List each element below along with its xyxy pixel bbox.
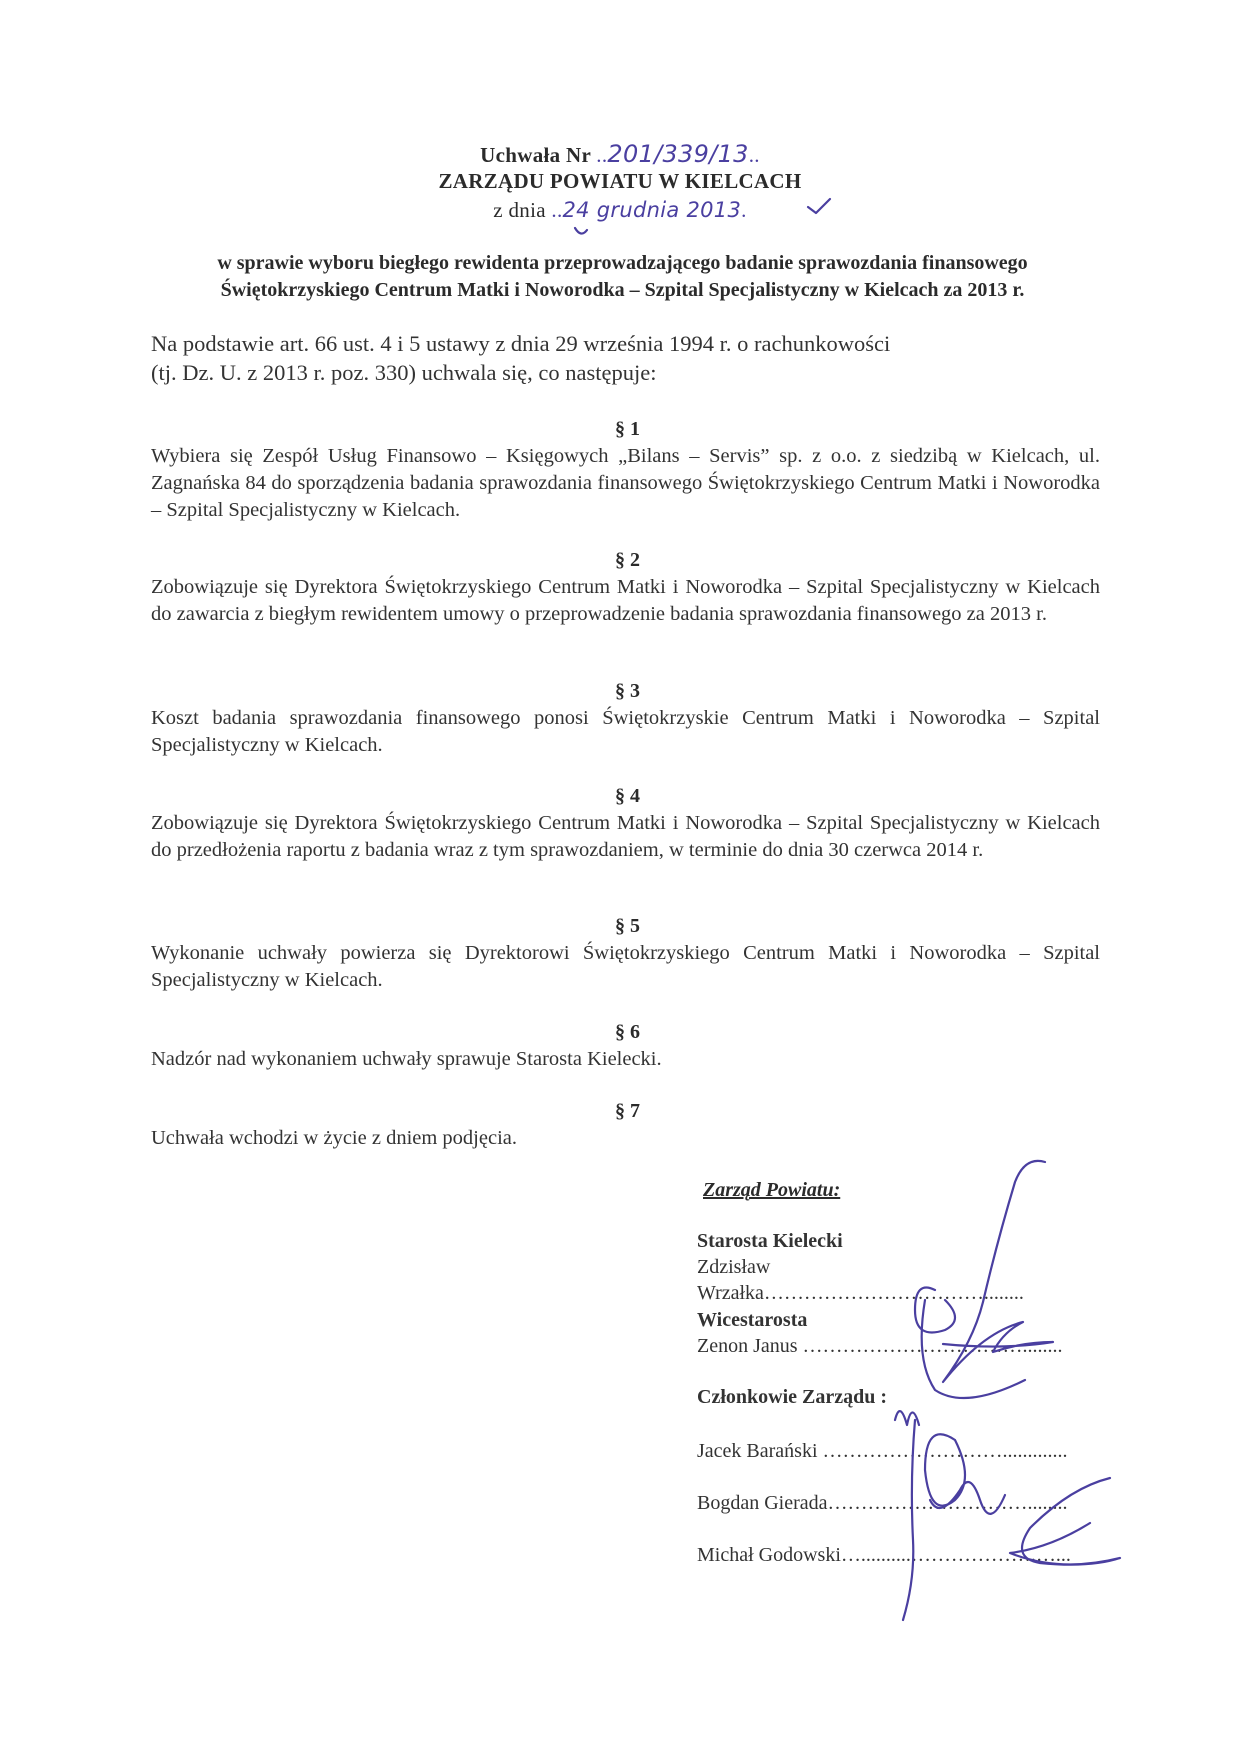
resolution-date-value: 24 grudnia 2013 bbox=[562, 198, 742, 222]
wicestarosta-name: Zenon Janus ……………………………........ bbox=[697, 1335, 1063, 1357]
section-1-text: Wybiera się Zespół Usług Finansowo – Księgowych „Bilans – Servis” sp. z o.o. z siedzibą w Kielcach, ul. Zagnańska 84 do sporządzenia badania sprawozdania finansowego Świętokrzyskiego Centrum Matki i Noworodka – Szpital Specjalistyczny w Kielcach. bbox=[151, 445, 1100, 521]
board-name: ZARZĄDU POWIATU W KIELCACH bbox=[438, 169, 802, 193]
section-1-title: § 1 bbox=[615, 418, 640, 440]
resolution-label: Uchwała Nr bbox=[480, 143, 591, 167]
member-1-name: Jacek Barański ………………………............. bbox=[697, 1440, 1068, 1462]
wicestarosta-role: Wicestarosta bbox=[697, 1309, 808, 1331]
section-5-text: Wykonanie uchwały powierza się Dyrektorowi Świętokrzyskiego Centrum Matki i Noworodka – Szpital Specjalistyczny w Kielcach. bbox=[151, 942, 1100, 991]
resolution-number-value: 201/339/13 bbox=[607, 140, 749, 168]
member-3-name: Michał Godowski…..........……………….…... bbox=[697, 1544, 1071, 1566]
section-7-text: Uchwała wchodzi w życie z dniem podjęcia. bbox=[151, 1127, 517, 1149]
section-3-text: Koszt badania sprawozdania finansowego ponosi Świętokrzyskie Centrum Matki i Noworodka – Szpital Specjalistyczny w Kielcach. bbox=[151, 707, 1100, 756]
signature-block-members bbox=[697, 1384, 1097, 1410]
resolution-date-line bbox=[0, 198, 1240, 223]
board-signature-title: Zarząd Powiatu: bbox=[703, 1179, 841, 1201]
resolution-number: ..201/339/13.. bbox=[596, 140, 760, 168]
section-3-title: § 3 bbox=[615, 680, 640, 702]
subject-line-2: Świętokrzyskiego Centrum Matki i Noworodka – Szpital Specjalistyczny w Kielcach za 2013 r. bbox=[220, 279, 1025, 301]
basis-line-1: Na podstawie art. 66 ust. 4 i 5 ustawy z dnia 29 września 1994 r. o rachunkowości bbox=[151, 331, 891, 356]
starosta-role: Starosta Kielecki bbox=[697, 1230, 843, 1252]
signature-block-wicestarosta bbox=[697, 1307, 1097, 1359]
section-2-title: § 2 bbox=[615, 549, 640, 571]
section-2-text: Zobowiązuje się Dyrektora Świętokrzyskiego Centrum Matki i Noworodka – Szpital Specjalistyczny w Kielcach do zawarcia z biegłym rewidentem umowy o przeprowadzenie badania sprawozdania finansowego za 2013 r. bbox=[151, 576, 1100, 625]
starosta-name: Zdzisław Wrzałka……………………………........ bbox=[697, 1256, 1024, 1304]
date-tick-mark bbox=[575, 228, 587, 234]
basis-line-2: (tj. Dz. U. z 2013 r. poz. 330) uchwala się, co następuje: bbox=[151, 360, 657, 385]
section-4-text: Zobowiązuje się Dyrektora Świętokrzyskiego Centrum Matki i Noworodka – Szpital Specjalistyczny w Kielcach do przedłożenia raportu z badania wraz z tym sprawozdaniem, w terminie do dnia 30 czerwca 2014 r. bbox=[151, 812, 1100, 861]
resolution-date: ..24 grudnia 2013. bbox=[551, 198, 747, 222]
subject-line-1: w sprawie wyboru biegłego rewidenta przeprowadzającego badanie sprawozdania finansowego bbox=[217, 252, 1028, 274]
resolution-subject bbox=[150, 250, 1095, 304]
legal-basis bbox=[151, 329, 1096, 387]
section-7-title: § 7 bbox=[615, 1100, 640, 1122]
member-2-name: Bogdan Gierada…………………………........ bbox=[697, 1492, 1068, 1514]
section-5-title: § 5 bbox=[615, 915, 640, 937]
signature-block-starosta bbox=[697, 1228, 1097, 1306]
section-6-title: § 6 bbox=[615, 1021, 640, 1043]
members-role: Członkowie Zarządu : bbox=[697, 1386, 887, 1408]
date-label: z dnia bbox=[493, 198, 546, 222]
resolution-number-line bbox=[0, 140, 1240, 168]
section-6-text: Nadzór nad wykonaniem uchwały sprawuje Starosta Kielecki. bbox=[151, 1048, 662, 1070]
section-4-title: § 4 bbox=[615, 785, 640, 807]
